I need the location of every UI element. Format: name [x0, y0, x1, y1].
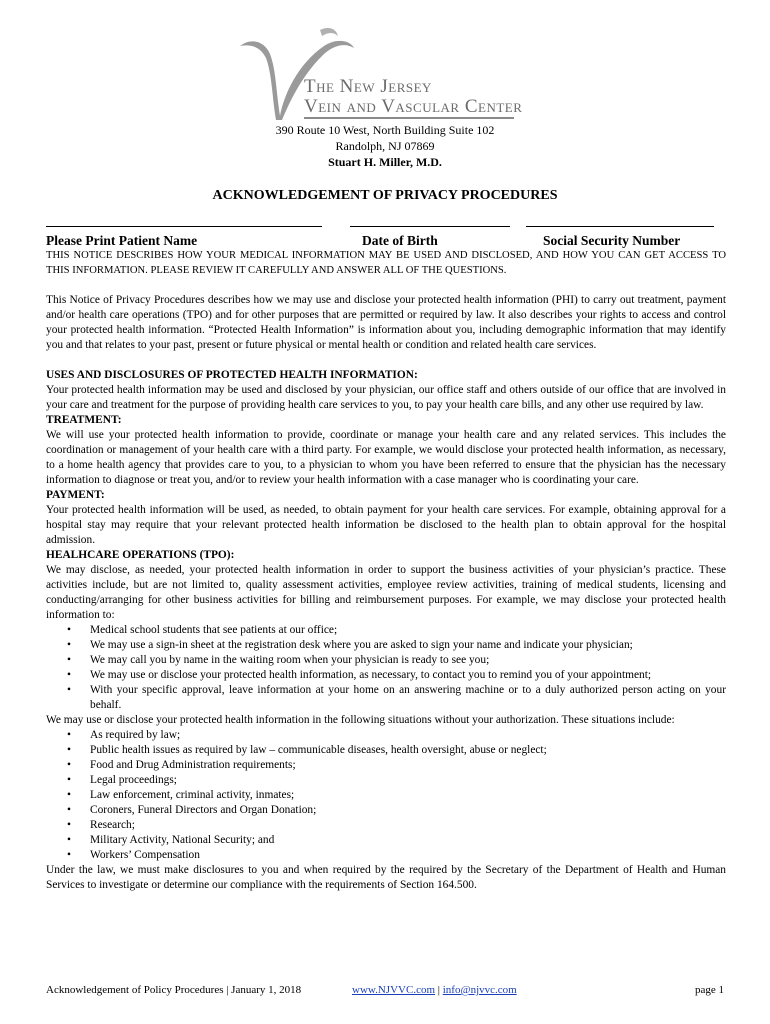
list-item: • Medical school students that see patients at our office;: [90, 623, 726, 638]
physician-name: Stuart H. Miller, M.D.: [328, 155, 442, 169]
page-number: page 1: [694, 984, 724, 996]
closing-paragraph: Under the law, we must make disclosures to you and when required by the required by the Secretary of the Department of Health and Human Services to investigate or determine our compliance with the requirements of Section 164.500.: [46, 864, 726, 891]
list-item: • We may use a sign-in sheet at the registration desk where you are asked to sign your name and indicate your physician;: [90, 638, 726, 653]
address-city: Randolph, NJ 07869: [335, 139, 435, 153]
patient-name-line[interactable]: [46, 226, 322, 227]
logo-text-line1: The New Jersey: [304, 76, 432, 97]
operations-heading: HEALHCARE OPERATIONS (TPO):: [46, 549, 235, 561]
footer-document-info: Acknowledgement of Policy Procedures | January 1, 2018: [46, 984, 302, 996]
notice-caps: THIS NOTICE DESCRIBES HOW YOUR MEDICAL INFORMATION MAY BE USED AND DISCLOSED, AND HOW YOU CAN GET ACCESS TO THIS INFORMATION. PLEASE REVIEW IT CAREFULLY AND ANSWER ALL OF THE QUESTIONS.: [46, 250, 726, 276]
list-item: • We may use or disclose your protected health information, as necessary, to contact you to remind you of your appointment;: [90, 668, 726, 683]
payment-paragraph: Your protected health information will be used, as needed, to obtain payment for your health care services. For example, obtaining approval for a hospital stay may require that your relevant protected health information be disclosed to the health plan to obtain approval for the hospital admission.: [46, 504, 726, 546]
operations-paragraph: We may disclose, as needed, your protected health information in order to support the business activities of your physician’s practice. These activities include, but are not limited to, quality assessment activities, employee review activities, training of medical students, licensing and conducting/arranging for other business activities for billing and reimbursement purposes. For example, we may disclose your protected health information to:: [46, 564, 726, 621]
logo-underline: [304, 117, 514, 119]
list-item: • Food and Drug Administration requirements;: [90, 758, 726, 773]
list-item: • We may call you by name in the waiting room when your physician is ready to see you;: [90, 653, 726, 668]
list-item: • Workers’ Compensation: [90, 848, 726, 863]
logo-text-line2: Vein and Vascular Center: [304, 96, 523, 117]
notice-body: [46, 248, 726, 893]
address-street: 390 Route 10 West, North Building Suite 102: [275, 123, 495, 137]
without-authorization-list: [46, 728, 726, 863]
treatment-heading: TREATMENT:: [46, 414, 122, 426]
list-item: • Military Activity, National Security; and: [90, 833, 726, 848]
uses-heading: USES AND DISCLOSURES OF PROTECTED HEALTH INFORMATION:: [46, 369, 418, 381]
email-link[interactable]: info@njvvc.com: [442, 984, 517, 996]
practice-logo: [236, 24, 536, 124]
treatment-paragraph: We will use your protected health information to provide, coordinate or manage your health care and any related services. This includes the coordination or management of your health care with a third party. For example, we would disclose your protected health information, as necessary, to a home health agency that provides care to you, to a physician to whom you have been referred to ensure that the physician has the necessary information to diagnose or treat you, and/or to review your health information with a case manager who is coordinating your care.: [46, 429, 726, 486]
intro-paragraph: This Notice of Privacy Procedures describes how we may use and disclose your protected health information (PHI) to carry out treatment, payment and/or health care operations (TPO) and for other purposes that are permitted or required by law. It also describes your rights to access and control your protected health information. “Protected Health Information” is information about you, including demographic information that may identify you and that relates to your past, present or future physical or mental health or condition and related health care services.: [46, 294, 726, 351]
ssn-line[interactable]: [526, 226, 714, 227]
ssn-label: Social Security Number: [543, 233, 681, 248]
dob-line[interactable]: [350, 226, 510, 227]
document-title: ACKNOWLEDGEMENT OF PRIVACY PROCEDURES: [212, 188, 558, 203]
list-item: • Research;: [90, 818, 726, 833]
list-item: • Public health issues as required by law – communicable diseases, health oversight, abuse or neglect;: [90, 743, 726, 758]
list-item: • Law enforcement, criminal activity, inmates;: [90, 788, 726, 803]
operations-list: [46, 623, 726, 713]
list-item: • Coroners, Funeral Directors and Organ Donation;: [90, 803, 726, 818]
list-item: • Legal proceedings;: [90, 773, 726, 788]
footer-separator: |: [435, 984, 443, 996]
website-link[interactable]: www.NJVVC.com: [352, 984, 436, 996]
dob-label: Date of Birth: [362, 233, 438, 248]
footer-contact: [352, 984, 517, 996]
without-authorization-paragraph: We may use or disclose your protected health information in the following situations without your authorization. These situations include:: [46, 714, 675, 726]
payment-heading: PAYMENT:: [46, 489, 105, 501]
uses-paragraph: Your protected health information may be used and disclosed by your physician, our office staff and others outside of our office that are involved in your care and treatment for the purpose of providing health care services to you, to pay your health care bills, and any other use required by law.: [46, 384, 726, 411]
list-item: • As required by law;: [90, 728, 726, 743]
list-item: • With your specific approval, leave information at your home on an answering machine or to a duly authorized person acting on your behalf.: [90, 683, 726, 713]
patient-name-label: Please Print Patient Name: [46, 233, 198, 248]
